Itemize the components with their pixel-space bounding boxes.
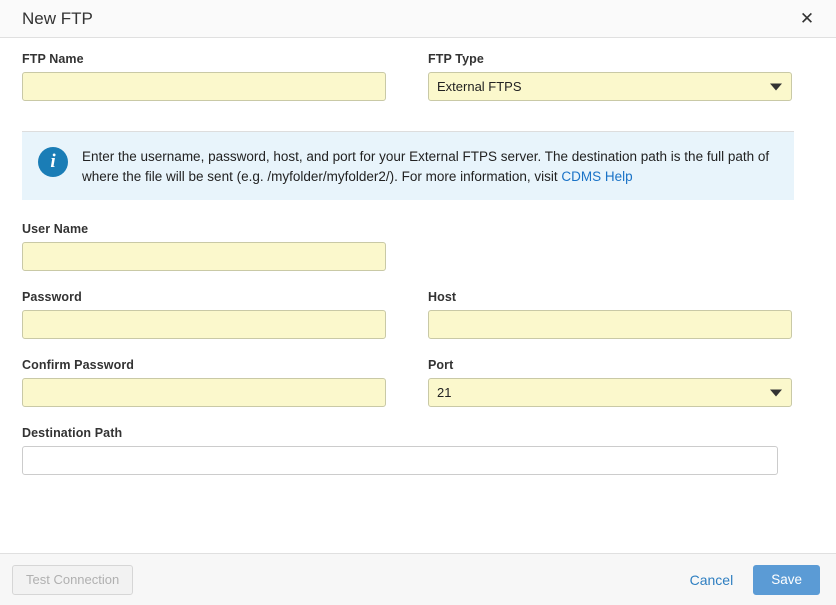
port-label: Port	[428, 358, 454, 373]
info-icon: i	[38, 147, 68, 177]
field-confirm-password	[22, 358, 386, 407]
password-input[interactable]	[22, 310, 386, 339]
dialog-body	[0, 38, 836, 553]
confirm-password-input[interactable]	[22, 378, 386, 407]
row-confirm-port	[22, 358, 814, 426]
row-password-host	[22, 290, 814, 358]
ftp-name-input[interactable]	[22, 72, 386, 101]
field-destination-path	[22, 426, 814, 475]
field-user-name	[22, 222, 386, 271]
info-banner-text	[82, 146, 780, 186]
field-password	[22, 290, 386, 339]
row-name-type	[22, 52, 814, 101]
dialog-title: New FTP	[22, 8, 93, 28]
field-ftp-type	[428, 52, 792, 101]
field-host	[428, 290, 792, 339]
port-select[interactable]	[428, 378, 792, 407]
host-label: Host	[428, 290, 457, 305]
ftp-type-label: FTP Type	[428, 52, 484, 66]
info-banner	[22, 132, 794, 200]
footer-actions	[686, 565, 820, 595]
spacer	[22, 101, 814, 119]
field-ftp-name	[22, 52, 386, 101]
row-user-name	[22, 222, 814, 290]
info-banner-message: Enter the username, password, host, and port for your External FTPS server. The destination path is the full path of where the file will be sent (e.g. /myfolder/myfolder2/). For more information, visit	[82, 149, 770, 184]
ftp-type-value[interactable]: External FTPS	[428, 72, 792, 101]
close-icon[interactable]: ✕	[794, 6, 820, 32]
confirm-password-label: Confirm Password	[22, 358, 135, 373]
password-label: Password	[22, 290, 82, 305]
test-connection-button[interactable]: Test Connection	[12, 565, 133, 595]
port-value[interactable]: 21	[428, 378, 792, 407]
user-name-label: User Name	[22, 222, 89, 237]
cdms-help-link[interactable]: CDMS Help	[561, 168, 633, 184]
ftp-type-select[interactable]	[428, 72, 792, 101]
destination-path-label: Destination Path	[22, 426, 123, 441]
row-destination-path	[22, 426, 814, 475]
cancel-button[interactable]: Cancel	[686, 572, 738, 588]
ftp-name-label: FTP Name	[22, 52, 84, 66]
destination-path-input[interactable]	[22, 446, 778, 475]
user-name-input[interactable]	[22, 242, 386, 271]
host-input[interactable]	[428, 310, 792, 339]
field-port	[428, 358, 792, 407]
dialog-footer	[0, 553, 836, 605]
save-button[interactable]: Save	[753, 565, 820, 595]
dialog-titlebar	[0, 0, 836, 38]
